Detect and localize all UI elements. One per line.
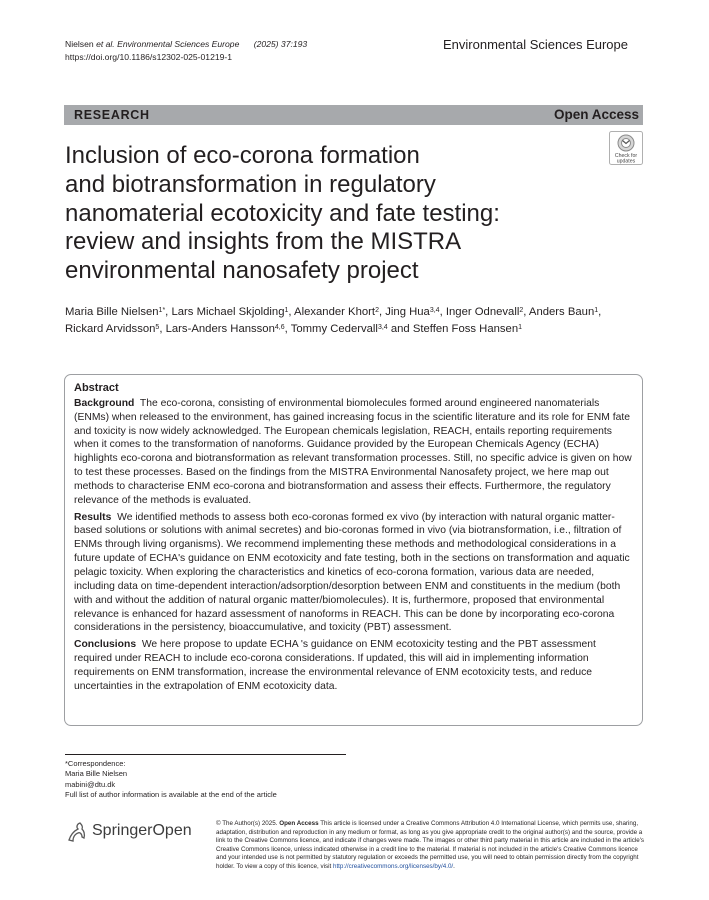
citation-header [65, 38, 307, 64]
author-affiliation: 3,4 [429, 307, 440, 314]
publisher-springer: Springer [92, 822, 153, 839]
license-copyright: © The Author(s) 2025. [216, 820, 280, 827]
section-banner [64, 105, 643, 125]
check-updates-line2: updates [616, 158, 636, 165]
header-year-volume: (2025) 37:193 [253, 39, 308, 49]
background-text: The eco-corona, consisting of environmental biomolecules formed around engineered nanomaterials (ENMs) when released to the environment, has gained increasing focus in the scientific literature and its role for ENM fate and toxicity is now widely acknowledged. The European chemicals legislation, REACH, entails reporting requirements when it comes to the transformation of nanoforms. Guidance provided by the European Chemicals Agency (ECHA) highlights eco-corona and biotransformation as relevant transformation processes. Still, no specific advice is given on how to test these processes. Based on the findings from the MISTRA Environmental Nanosafety project, we here map out methods to characterise ENM eco-corona and biotransformation and assess their effects. Furthermore, the regulatory relevance of the methods is evaluated. [74, 397, 632, 506]
author-info-note: Full list of author information is available at the end of the article [65, 790, 277, 800]
author-affiliation: 3,4 [377, 324, 388, 331]
title-line: review and insights from the MISTRA [65, 228, 462, 256]
author-name: Inger Odnevall [445, 306, 520, 318]
author-affiliation: 1 [518, 324, 523, 331]
author-name: Maria Bille Nielsen [65, 306, 159, 318]
author-affiliation: 5 [155, 324, 160, 331]
author-name: Tommy Cedervall [290, 323, 378, 335]
author-affiliation: 1* [158, 307, 166, 314]
article-title [65, 142, 595, 286]
check-for-updates-icon[interactable] [609, 131, 643, 165]
author-name: Rickard Arvidsson [65, 323, 156, 335]
title-line: environmental nanosafety project [65, 257, 419, 285]
author-name: Lars Michael Skjolding [171, 306, 285, 318]
results-text: We identified methods to assess both eco-coronas formed ex vivo (by interaction with natural organic matter-based solutions or solutions with animal secretes) and bio-coronas formed in vivo (via biotransformation, i.e., filtration of ENMs through living organisms). We recommend implementing these methods and methodological considerations in a future update of ECHA's guidance on ENM ecotoxicity and fate testing, both in the sections on transformation and aquatic pelagic toxicity. When exploring the characteristics and kinetics of eco-corona formation, various data are needed, including data on time-dependent interaction/adsorption/desorption between ENM and constituents in the medium (both with and without the addition of natural organic matter/biomolecules). It is, furthermore, proposed that environmental relevance is enhanced for hazard assessment of nanoforms in REACH. This can be done by incorporating eco-corona considerations in the persistency, bioaccumulative, and toxicity (PBT) assessment. [74, 511, 630, 634]
license-text [216, 820, 646, 872]
author-name: Jing Hua [385, 306, 430, 318]
correspondence-block [65, 759, 277, 801]
publisher-open: Open [152, 822, 192, 839]
conclusions-label: Conclusions [74, 639, 137, 651]
section-label: RESEARCH [74, 108, 150, 122]
correspondence-name: Maria Bille Nielsen [65, 769, 128, 779]
author-name: Anders Baun [528, 306, 595, 318]
results-label: Results [74, 511, 112, 523]
correspondence-email[interactable]: mabini@dtu.dk [65, 779, 116, 789]
abstract-background [74, 397, 632, 508]
journal-name: Environmental Sciences Europe [443, 37, 628, 52]
author-name: Lars-Anders Hansson [165, 323, 275, 335]
header-author: Nielsen [65, 39, 97, 49]
author-affiliation: 4,6 [274, 324, 285, 331]
publisher-name [92, 822, 192, 840]
author-affiliation: 2 [519, 307, 524, 314]
author-list: Maria Bille Nielsen$^{1*}$, Lars Michael Skjolding$^1$, Alexander Khort$^2$, Jing Hua$^{3,4}$, Inger Odnevall$^2$, Anders Baun$^1$, Rickard Arvidsson$^5$, Lars-Anders Hansson$^{4,6}$, Tommy Cedervall$^{3,4}$ and Steffen Foss Hansen$^1$ [65, 306, 602, 335]
author-name: Steffen Foss Hansen [412, 323, 519, 335]
license-url[interactable]: http://creativecommons.org/licenses/by/4.0/ [332, 862, 454, 870]
conclusions-text: We here propose to update ECHA 's guidance on ENM ecotoxicity testing and the PBT assessment required under REACH to include eco-corona considerations. If updated, this will aid in implementing information requirements on ENM transformation, increase the environmental relevance of ENM ecotoxicity tests, and reduce uncertainties in the extrapolation of ENM ecotoxicity data. [74, 639, 596, 692]
author-affiliation: 2 [375, 307, 379, 314]
abstract-heading: Abstract [74, 382, 119, 394]
author-affiliation: 1 [594, 307, 599, 314]
author-name: Alexander Khort [294, 306, 376, 318]
check-updates-line1: Check for [614, 153, 638, 159]
license-body: This article is licensed under a Creative Commons Attribution 4.0 International License, which permits use, sharing, adaptation, distribution and reproduction in any medium or format, as long as you give appropriate credit to the original author(s) and the source, provide a link to the Creative Commons licence, and indicate if changes were made. The images or other third party material in this article are included in the article's Creative Commons licence, unless indicated otherwise in a credit line to the material. If material is not included in the article's Creative Commons licence and your intended use is not permitted by statutory regulation or exceeds the permitted use, you will need to obtain permission directly from the copyright holder. To view a copy of this licence, visit [216, 820, 645, 870]
author-affiliation: 1 [284, 307, 289, 314]
correspondence-label: *Correspondence: [65, 759, 126, 768]
license-end: . [453, 862, 455, 870]
title-line: and biotransformation in regulatory [65, 170, 436, 198]
license-open-access: Open Access [279, 820, 319, 827]
background-label: Background [74, 397, 135, 409]
abstract-box [64, 374, 643, 726]
abstract-content [74, 382, 632, 697]
abstract-results [74, 511, 632, 636]
open-access-label: Open Access [553, 107, 639, 122]
springer-horse-icon [65, 820, 89, 844]
doi-link[interactable]: https://doi.org/10.1186/s12302-025-01219-1 [65, 52, 233, 62]
footnote-divider [65, 754, 346, 755]
abstract-conclusions [74, 638, 632, 693]
title-line: nanomaterial ecotoxicity and fate testing: [65, 199, 500, 227]
header-journal-italic: et al. Environmental Sciences Europe [96, 39, 240, 49]
title-line: Inclusion of eco-corona formation [65, 142, 420, 169]
springer-open-logo [65, 818, 205, 846]
